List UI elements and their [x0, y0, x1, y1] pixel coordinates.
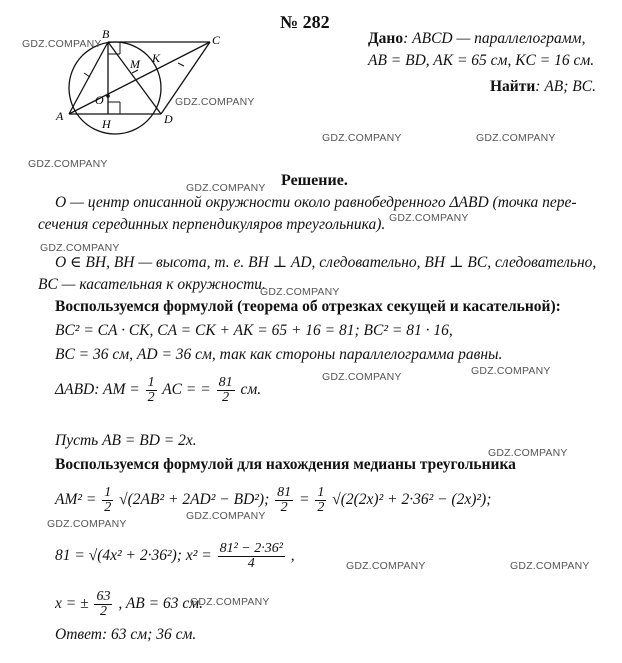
watermark: GDZ.COMPANY — [322, 371, 402, 383]
solution-title: Решение. — [281, 172, 348, 189]
watermark: GDZ.COMPANY — [40, 242, 120, 254]
solution-line-median-formula: Воспользуемся формулой для нахождения медианы треугольника — [55, 456, 516, 473]
problem-number: № 282 — [280, 12, 330, 32]
given-line-2: AB = BD, AK = 65 см, KC = 16 см. — [368, 52, 595, 69]
watermark: GDZ.COMPANY — [186, 182, 266, 194]
solution-line-7: BC = 36 см, AD = 36 см, так как стороны параллелограмма равны. — [55, 346, 503, 363]
solution-line-2: сечения серединных перпендикуляров треугольника). — [38, 216, 386, 233]
watermark: GDZ.COMPANY — [190, 596, 270, 608]
answer-line: Ответ: 63 см; 36 см. — [55, 626, 197, 643]
find-label: Найти — [490, 78, 536, 95]
watermark: GDZ.COMPANY — [389, 212, 469, 224]
watermark: GDZ.COMPANY — [260, 286, 340, 298]
solution-line-x: x = ± $\frac{63}{2}$ , AB = 63 см. — [55, 589, 203, 619]
solution-line-median: AM² = $\frac{1}{2}$ √(2AB² + 2AD² − BD²); $\frac{81}{2}$ = $\frac{1}{2}$ √(2(2x)² + 2·36² − (2x)²); — [55, 485, 492, 515]
label-k: K — [152, 51, 161, 65]
watermark: GDZ.COMPANY — [175, 96, 255, 108]
solution-line-81: 81 = √(4x² + 2·36²); x² = $\frac{\text{81² − 2·36²}}{4}$ , — [55, 541, 295, 571]
watermark: GDZ.COMPANY — [488, 447, 568, 459]
solution-line-1: O — центр описанной окружности около равнобедренного ΔABD (точка пере- — [55, 194, 577, 211]
solution-line-3: O ∈ BH, BH — высота, т. е. BH ⊥ AD, следовательно, BH ⊥ BC, следовательно, — [55, 254, 597, 271]
watermark: GDZ.COMPANY — [510, 560, 590, 572]
label-o: O — [95, 93, 104, 107]
watermark: GDZ.COMPANY — [47, 518, 127, 530]
watermark: GDZ.COMPANY — [346, 560, 426, 572]
watermark: GDZ.COMPANY — [28, 158, 108, 170]
label-d: D — [164, 112, 173, 126]
watermark: GDZ.COMPANY — [186, 510, 266, 522]
fraction-x2: $\frac{\text{81² − 2·36²}}{4}$ — [219, 541, 283, 571]
watermark: GDZ.COMPANY — [22, 38, 102, 50]
label-m: M — [130, 57, 140, 71]
given-label: Дано — [368, 30, 404, 47]
find-line: Найти: AB; BC. — [490, 78, 596, 95]
given-line-1: Дано: ABCD — параллелограмм, — [368, 30, 586, 47]
watermark: GDZ.COMPANY — [476, 132, 556, 144]
point-o — [106, 94, 110, 98]
watermark: GDZ.COMPANY — [471, 365, 551, 377]
solution-line-4: BC — касательная к окружности. — [38, 276, 266, 293]
label-b: B — [102, 28, 110, 41]
solution-line-5: Воспользуемся формулой (теорема об отрезках секущей и касательной): — [55, 298, 561, 315]
label-a: A — [56, 109, 64, 123]
fraction-half: $\frac{1}{2}$ — [147, 375, 155, 405]
solution-line-let: Пусть AB = BD = 2x. — [55, 432, 197, 449]
fraction-81-2: $\frac{81}{2}$ — [218, 375, 233, 405]
label-h: H — [102, 117, 111, 131]
label-c: C — [212, 33, 221, 47]
fraction-63-2: $\frac{63}{2}$ — [96, 589, 111, 619]
watermark: GDZ.COMPANY — [322, 132, 402, 144]
solution-line-am: ΔABD: AM = $\frac{1}{2}$ AC = = $\frac{81}{2}$ см. — [55, 375, 262, 405]
solution-line-6: BC² = CA · CK, CA = CK + AK = 65 + 16 = 81; BC² = 81 · 16, — [55, 322, 453, 339]
